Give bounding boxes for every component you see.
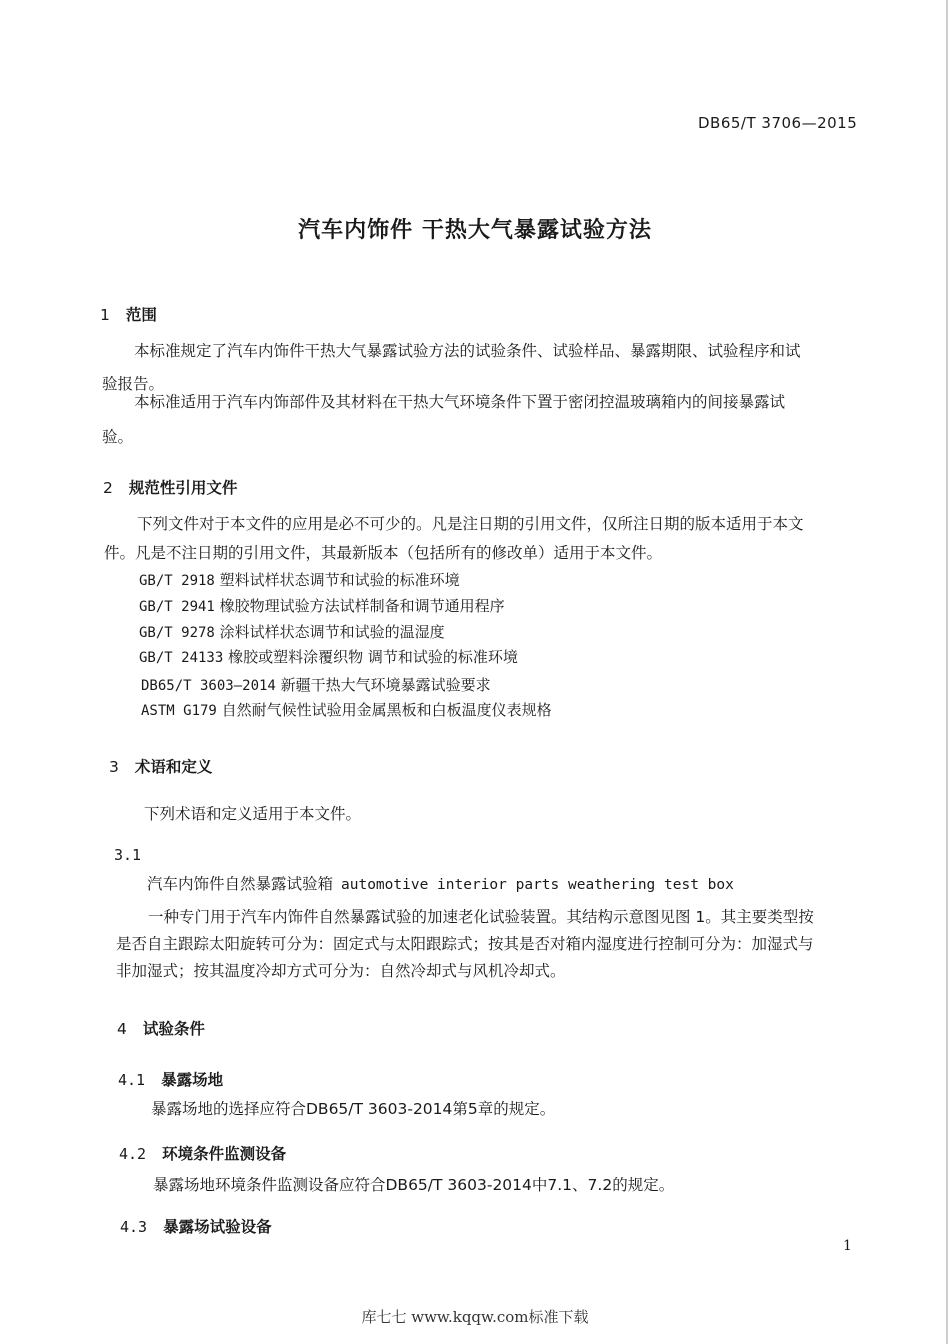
reference-item [141, 699, 552, 720]
section-4-heading [117, 1017, 205, 1039]
standard-code: DB65/T 3706—2015 [698, 114, 858, 132]
term-english: automotive interior parts weathering test box [341, 877, 734, 893]
reference-code: ASTM G179 [141, 703, 217, 719]
reference-title: 自然耐气候性试验用金属黑板和白板温度仪表规格 [221, 701, 552, 719]
section-title: 规范性引用文件 [128, 479, 238, 497]
reference-title: 橡胶或塑料涂覆织物 调节和试验的标准环境 [228, 648, 518, 666]
definition-line-3: 非加湿式；按其温度冷却方式可分为：自然冷却式与风机冷却式。 [116, 962, 566, 980]
section-number: 2 [103, 479, 113, 497]
reference-code: GB/T 2941 [139, 599, 215, 615]
reference-title: 塑料试样状态调节和试验的标准环境 [219, 571, 460, 589]
s2-paragraph-b: 件。凡是不注日期的引用文件，其最新版本（包括所有的修改单）适用于本文件。 [104, 544, 663, 562]
reference-item [139, 621, 445, 642]
page-number: 1 [843, 1238, 852, 1254]
reference-title: 涂料试样状态调节和试验的温湿度 [219, 623, 445, 641]
subsection-title: 暴露场试验设备 [163, 1218, 272, 1236]
s42-paragraph: 暴露场地环境条件监测设备应符合DB65/T 3603-2014中7.1、7.2的规定。 [153, 1176, 675, 1194]
reference-item [139, 646, 518, 667]
subsection-number: 4.1 [118, 1071, 146, 1089]
term-chinese: 汽车内饰件自然暴露试验箱 [147, 875, 334, 893]
subsection-3-1-number: 3.1 [114, 846, 142, 864]
section-number: 4 [117, 1020, 127, 1038]
reference-code: GB/T 9278 [139, 625, 215, 641]
s1-paragraph-1b: 验报告。 [102, 375, 165, 393]
document-title: 汽车内饰件 干热大气暴露试验方法 [298, 218, 652, 243]
reference-item [139, 595, 505, 616]
section-title: 术语和定义 [134, 758, 213, 776]
s1-paragraph-1a: 本标准规定了汽车内饰件干热大气暴露试验方法的试验条件、试验样品、暴露期限、试验程序和试 [134, 342, 801, 360]
reference-item [141, 674, 491, 695]
definition-line-1: 一种专门用于汽车内饰件自然暴露试验的加速老化试验装置。其结构示意图见图 1。其主要类型按 [148, 908, 814, 926]
section-number: 1 [100, 306, 110, 324]
s2-paragraph-a: 下列文件对于本文件的应用是必不可少的。凡是注日期的引用文件，仅所注日期的版本适用于本文 [137, 515, 804, 533]
subsection-4-1-heading [118, 1068, 223, 1090]
reference-code: DB65/T 3603—2014 [141, 678, 276, 694]
subsection-title: 暴露场地 [161, 1071, 224, 1089]
s1-paragraph-2b: 验。 [102, 428, 134, 446]
reference-item [139, 569, 460, 590]
section-title: 范围 [125, 306, 157, 324]
reference-code: GB/T 24133 [139, 650, 224, 666]
subsection-number: 4.2 [119, 1145, 147, 1163]
footer-watermark: 库七七 www.kqqw.com标准下载 [361, 1308, 589, 1326]
s1-paragraph-2a: 本标准适用于汽车内饰部件及其材料在干热大气环境条件下置于密闭控温玻璃箱内的间接暴露试 [134, 393, 786, 411]
section-title: 试验条件 [142, 1020, 205, 1038]
section-number: 3 [109, 758, 119, 776]
subsection-4-2-heading [119, 1142, 286, 1164]
subsection-title: 环境条件监测设备 [162, 1145, 287, 1163]
section-2-heading [103, 476, 237, 498]
reference-title: 新疆干热大气环境暴露试验要求 [280, 676, 491, 694]
reference-title: 橡胶物理试验方法试样制备和调节通用程序 [219, 597, 505, 615]
s3-paragraph: 下列术语和定义适用于本文件。 [144, 805, 362, 823]
definition-line-2: 是否自主跟踪太阳旋转可分为：固定式与太阳跟踪式；按其是否对箱内湿度进行控制可分为：加湿式与 [116, 935, 814, 953]
term-entry [147, 872, 734, 894]
subsection-number: 4.3 [120, 1218, 148, 1236]
section-1-heading [100, 303, 157, 325]
scan-edge [946, 0, 948, 1344]
s41-paragraph: 暴露场地的选择应符合DB65/T 3603-2014第5章的规定。 [151, 1100, 556, 1118]
reference-code: GB/T 2918 [139, 573, 215, 589]
subsection-4-3-heading [120, 1215, 272, 1237]
section-3-heading [109, 755, 212, 777]
